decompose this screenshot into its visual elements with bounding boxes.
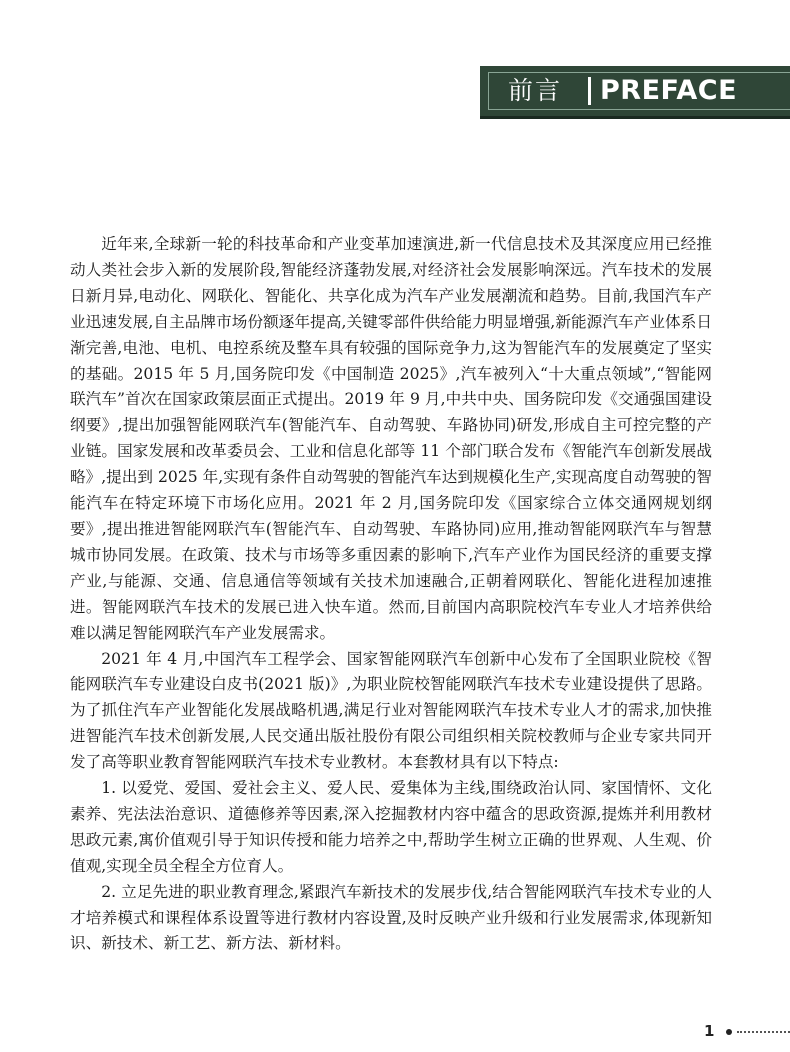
header-separator xyxy=(588,77,591,105)
page-dot-icon xyxy=(726,1029,732,1035)
paragraph: 近年来,全球新一轮的科技革命和产业变革加速演进,新一代信息技术及其深度应用已经推动人类社会步入新的发展阶段,智能经济蓬勃发展,对经济社会发展影响深远。汽车技术的发展日新月异,电动化、网联化、智能化、共享化成为汽车产业发展潮流和趋势。目前,我国汽车产业迅速发展,自主品牌市场份额逐年提高,关键零部件供给能力明显增强,新能源汽车产业体系日渐完善,电池、电机、电控系统及整车具有较强的国际竞争力,这为智能汽车的发展奠定了坚实的基础。2015 年 5 月,国务院印发《中国制造 2025》,汽车被列入“十大重点领域”,“智能网联汽车”首次在国家政策层面正式提出。2019 年 9 月,中共中央、国务院印发《交通强国建设纲要》,提出加强智能网联汽车(智能汽车、自动驾驶、车路协同)研发,形成自主可控完整的产业链。国家发展和改革委员会、工业和信息化部等 11 个部门联合发布《智能汽车创新发展战略》,提出到 2025 年,实现有条件自动驾驶的智能汽车达到规模化生产,实现高度自动驾驶的智能汽车在特定环境下市场化应用。2021 年 2 月,国务院印发《国家综合立体交通网规划纲要》,提出推进智能网联汽车(智能汽车、自动驾驶、车路协同)应用,推动智能网联汽车与智慧城市协同发展。在政策、技术与市场等多重因素的影响下,汽车产业作为国民经济的重要支撑产业,与能源、交通、信息通信等领域有关技术加速融合,正朝着网联化、智能化进程加速推进。智能网联汽车技术的发展已进入快车道。然而,目前国内高职院校汽车专业人才培养供给难以满足智能网联汽车产业发展需求。 xyxy=(70,235,712,642)
header-title-en: PREFACE xyxy=(600,75,738,106)
paragraph: 1. 以爱党、爱国、爱社会主义、爱人民、爱集体为主线,围绕政治认同、家国情怀、文化素养、宪法法治意识、道德修养等因素,深入挖掘教材内容中蕴含的思政资源,提炼并利用教材思政元素,寓价值观引导于知识传授和能力培养之中,帮助学生树立正确的世界观、人生观、价值观,实现全员全程全方位育人。 xyxy=(70,779,712,875)
header-title-cn: 前言 xyxy=(508,76,563,105)
page-number: 1 xyxy=(704,1022,715,1040)
dotted-leader xyxy=(737,1031,790,1033)
paragraph: 2. 立足先进的职业教育理念,紧跟汽车新技术的发展步伐,结合智能网联汽车技术专业的人才培养模式和课程体系设置等进行教材内容设置,及时反映产业升级和行业发展需求,体现新知识、新技术、新工艺、新方法、新材料。 xyxy=(70,882,712,953)
body-text xyxy=(70,232,712,957)
paragraph: 2021 年 4 月,中国汽车工程学会、国家智能网联汽车创新中心发布了全国职业院校《智能网联汽车专业建设白皮书(2021 版)》,为职业院校智能网联汽车技术专业建设提供了思路。为了抓住汽车产业智能化发展战略机遇,满足行业对智能网联汽车技术专业人才的需求,加快推进智能汽车技术创新发展,人民交通出版社股份有限公司组织相关院校教师与企业专家共同开发了高等职业教育智能网联汽车技术专业教材。本套教材具有以下特点: xyxy=(70,649,712,772)
